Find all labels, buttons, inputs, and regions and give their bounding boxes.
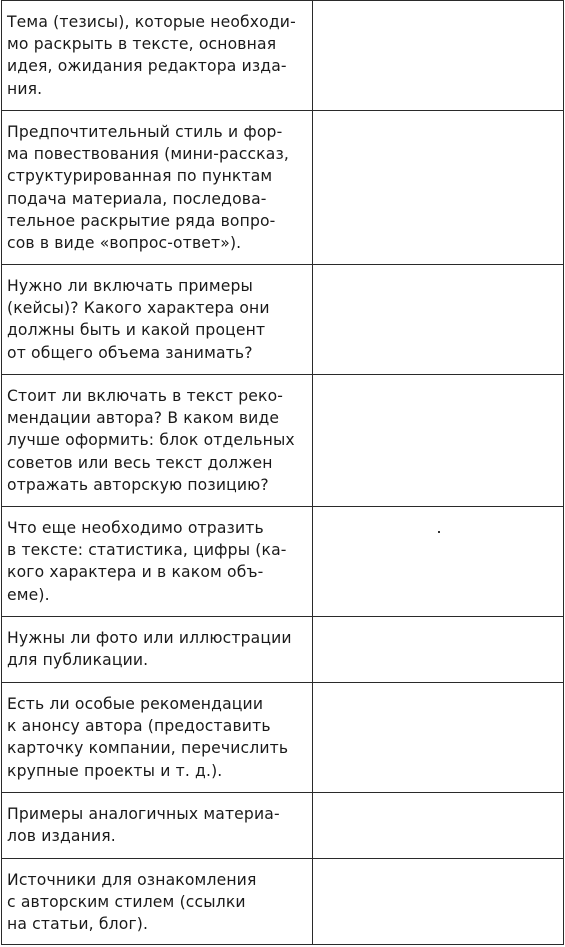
question-line: ма повествования (мини-рассказ, [7,145,290,164]
table-row [2,265,564,375]
question-line: структурированная по пунктам [7,167,273,186]
question-line: ния. [7,79,43,98]
question-cell [2,1,313,111]
table-row [2,1,564,111]
table-row [2,683,564,793]
question-line: Примеры аналогичных материа- [7,805,280,823]
question-line: с авторским стилем (ссылки [7,893,246,912]
question-line: подача материала, последова- [7,189,267,208]
question-line: Нужно ли включать примеры [7,277,254,295]
question-cell [2,859,313,945]
table-row [2,617,564,683]
question-line: тельное раскрытие ряда вопро- [7,211,276,230]
question-text [2,617,312,671]
question-cell [2,617,313,683]
question-line: лов издания. [7,827,116,846]
question-line: Нужны ли фото или иллюстрации [7,629,292,647]
question-cell [2,507,313,617]
question-text [2,507,312,606]
question-text [2,111,312,254]
question-line: на статьи, блог). [7,915,149,934]
question-line: от общего объема занимать? [7,343,253,362]
question-line: Что еще необходимо отразить [7,519,264,537]
question-cell [2,111,313,265]
question-text [2,1,312,100]
question-text [2,859,312,936]
question-line: советов или весь текст должен [7,453,273,472]
table-row [2,859,564,945]
table-row [2,793,564,859]
answer-cell[interactable] [313,111,564,265]
question-line: отражать авторскую позицию? [7,475,269,494]
question-cell [2,265,313,375]
table-row [2,111,564,265]
question-line: Стоит ли включать в текст реко- [7,387,284,405]
question-line: мо раскрыть в тексте, основная [7,35,277,54]
question-line: Тема (тезисы), которые необходи- [7,13,296,31]
question-line: кого характера и в каком объ- [7,563,264,582]
question-line: Источники для ознакомления [7,871,257,889]
question-text [2,375,312,496]
question-line: мендации автора? В каком виде [7,409,280,428]
brief-table [1,0,564,945]
answer-cell[interactable] [313,1,564,111]
question-line: идея, ожидания редактора изда- [7,57,287,76]
answer-cell[interactable] [313,859,564,945]
question-line: в тексте: статистика, цифры (ка- [7,541,287,560]
dot-mark [438,531,440,533]
answer-cell[interactable] [313,793,564,859]
answer-cell[interactable] [313,265,564,375]
question-cell [2,793,313,859]
answer-cell[interactable] [313,375,564,507]
question-line: Предпочтительный стиль и фор- [7,123,283,141]
question-line: к анонсу автора (предоставить [7,717,271,736]
question-line: Есть ли особые рекомендации [7,695,264,713]
answer-cell[interactable] [313,683,564,793]
question-line: еме). [7,585,50,604]
answer-cell[interactable] [313,507,564,617]
question-line: карточку компании, перечислить [7,739,289,758]
question-cell [2,375,313,507]
brief-table-body [2,1,564,945]
question-text [2,793,312,847]
question-line: (кейсы)? Какого характера они [7,299,270,318]
answer-cell[interactable] [313,617,564,683]
question-text [2,683,312,782]
table-row [2,507,564,617]
question-cell [2,683,313,793]
question-line: должны быть и какой процент [7,321,266,340]
question-line: лучше оформить: блок отдельных [7,431,295,450]
question-line: сов в виде «вопрос-ответ»). [7,234,242,253]
question-text [2,265,312,364]
question-line: крупные проекты и т. д.). [7,761,223,780]
table-row [2,375,564,507]
question-line: для публикации. [7,651,149,670]
